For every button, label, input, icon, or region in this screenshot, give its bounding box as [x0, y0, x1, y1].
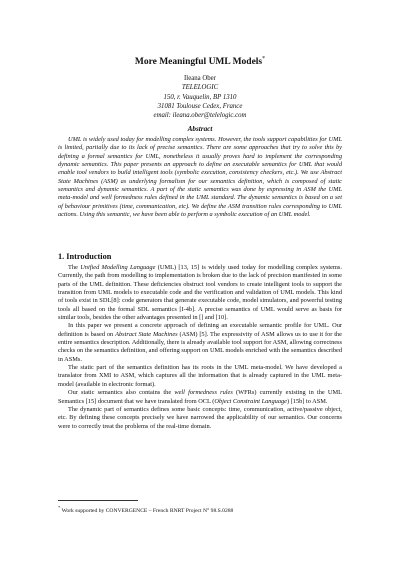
- p1-text-c: (UML) [13, 15] is widely used today for modelling complex systems. Currently, the path from modelling to implementation is broken due to the lack of precision manifested in some parts of the UML definition. These deficiencies obstruct tool vendors to create intelligent tools to support the transition from UML models to executable code and the verification and validation of UML models. This kind of tools exist in SDL[8]: code generators that generate executable code, model simulators, and powerful testing tools all based on the formal SDL semantics [I-4b]. A precise semantics of UML would serve as basis for similar tools, besides the other advantages presented in [] and [10].: [58, 264, 342, 322]
- p2-emphasis: Abstract State Machines: [115, 330, 178, 338]
- p1-text-a: The: [68, 264, 81, 271]
- introduction-body: [58, 264, 342, 431]
- section-heading-introduction: 1. Introduction: [58, 252, 112, 261]
- author-address-line-1: 150, r. Vauquelin, BP 1310: [163, 93, 237, 101]
- footnote-mark: *: [58, 505, 61, 510]
- footnote: [58, 505, 233, 514]
- p2-text-a: In this paper we present a concrete approach of defining an executable semantic profile for UML. Our definition is based on: [58, 322, 342, 338]
- author-name: Ileana Ober: [184, 75, 216, 82]
- p1-emphasis: Unified Modelling Language: [80, 264, 156, 271]
- paragraph-4: [58, 389, 342, 406]
- author-block: [40, 74, 360, 120]
- footnote-text: Work supported by CONVERGENCE – French RNRT Project N° 98.S.0288: [61, 507, 234, 514]
- abstract-text: UML is widely used today for modelling complex systems. However, the tools support capabilities for UML is limited, partially due to its lack of precise semantics. There are some approaches that try to solve this by defining a formal semantics for UML, nonetheless it usually proves hard to implement the corresponding dynamic semantics. This paper presents an approach to define an executable semantics for UML that would enable tool vendors to build intelligent tools (symbolic execution, consistency checkers, etc.). We use Abstract State Machines (ASM) as underlying formalism for our semantics definition, which is composed of static semantics and dynamic semantics. A part of the static semantics was done by expressing in ASM the UML meta-model and well formedness rules defined in the UML standard. The dynamic semantics is based on a set of behaviour primitives (time, communication, etc). We define the ASM transition rules corresponding to UML actions. Using this semantic, we have been able to perform a symbolic execution of an UML model.: [58, 136, 342, 219]
- author-email: email: ileana.ober@telelogic.com: [153, 112, 247, 120]
- title-text: More Meaningful UML Models: [134, 57, 263, 68]
- p4-text-e: ) [15b] to ASM.: [286, 397, 328, 405]
- p4-emphasis-1: well formedness rules: [174, 389, 233, 397]
- p4-emphasis-2: Object Constraint Language: [214, 397, 287, 405]
- paragraph-1: [58, 264, 342, 322]
- paragraph-2: [58, 322, 342, 364]
- author-org: TELELOGIC: [181, 84, 219, 92]
- p4-text-c: (WFRs) currently existing in the UML Semantics [15] document that we have translated from OCL (: [58, 389, 342, 405]
- abstract-heading: Abstract: [187, 125, 213, 133]
- author-address-line-2: 31081 Toulouse Cedex, France: [157, 102, 243, 110]
- p2-text-c: (ASM) [5]. The expressivity of ASM allows us to use it for the entire semantics description. Additionally, there is already available tool support for ASM, allowing correctness checks on the semantics definition, and offering support on UML models enriched with the semantics described in ASMs.: [58, 330, 342, 363]
- paragraph-3: The static part of the semantics definition has its roots in the UML meta-model. We have developed a translator from XMI to ASM, which captures all the information that is already captured in the UML meta-model (available in electronic format).: [58, 364, 342, 388]
- title-footnote-mark: *: [262, 56, 266, 62]
- footnote-divider: [58, 500, 138, 501]
- paper-title: [40, 56, 360, 67]
- paragraph-5: The dynamic part of semantics defines some basic concepts: time, communication, active/passive object, etc. By defining these concepts precisely we have narrowed the applicability of our semantics. Our concerns were to correctly treat the problems of the real-time domain.: [58, 405, 342, 430]
- p4-text-a: Our static semantics also contains the: [68, 389, 175, 397]
